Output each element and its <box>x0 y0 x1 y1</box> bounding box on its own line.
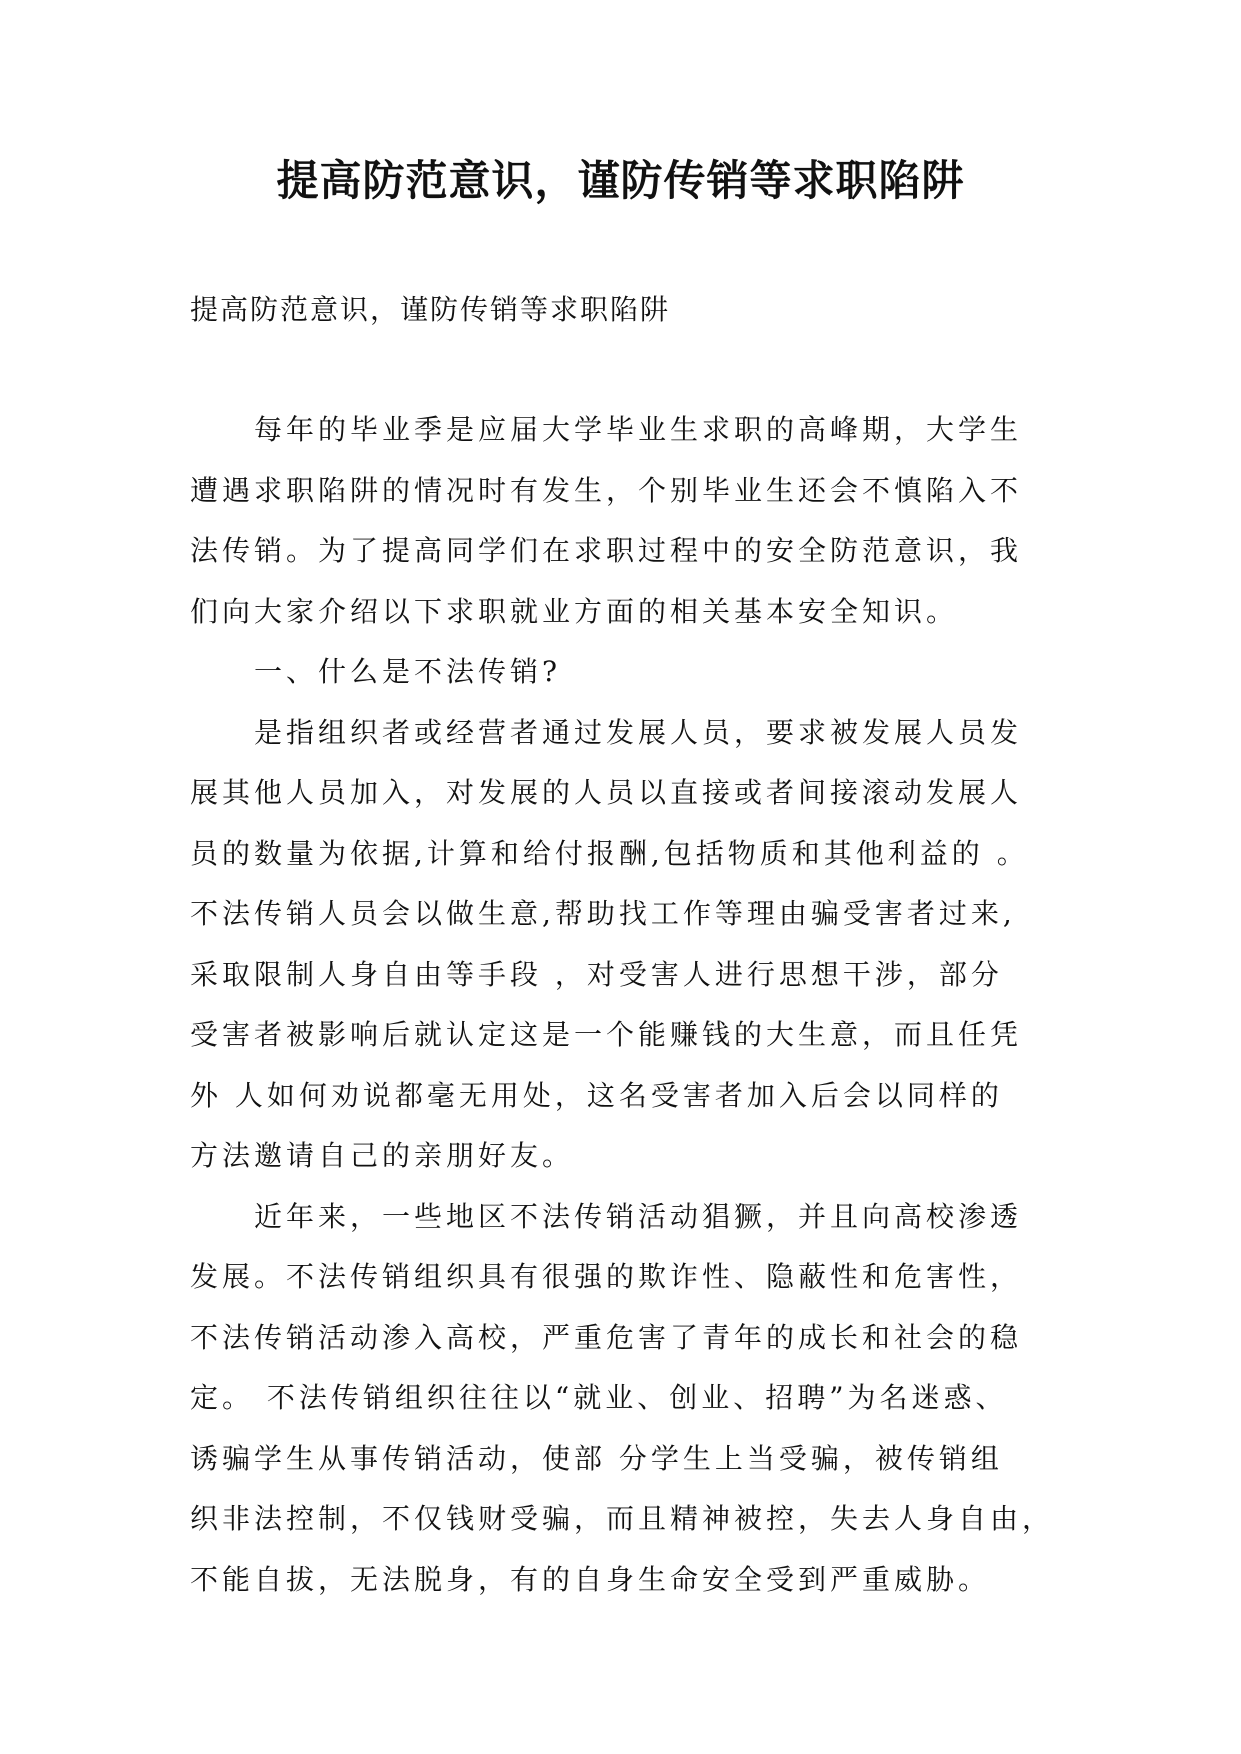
body-line: 外 人如何劝说都毫无用处，这名受害者加入后会以同样的 <box>190 1078 1003 1112</box>
body-line: 们向大家介绍以下求职就业方面的相关基本安全知识。 <box>190 594 959 628</box>
body-line: 员的数量为依据,计算和给付报酬,包括物质和其他利益的 。 <box>190 836 1029 870</box>
body-line: 法传销。为了提高同学们在求职过程中的安全防范意识，我 <box>190 534 1023 567</box>
body-line: 织非法控制，不仅钱财受骗，而且精神被控，失去人身自由， <box>190 1502 1055 1535</box>
body-line: 近年来，一些地区不法传销活动猖獗，并且向高校渗透 <box>190 1199 1023 1233</box>
body-line: 受害者被影响后就认定这是一个能赚钱的大生意，而且任凭 <box>190 1018 1023 1051</box>
document-subtitle: 提高防范意识，谨防传销等求职陷阱 <box>190 293 671 326</box>
body-line: 遭遇求职陷阱的情况时有发生，个别毕业生还会不慎陷入不 <box>190 473 1023 507</box>
body-line: 发展。不法传销组织具有很强的欺诈性、隐蔽性和危害性， <box>190 1260 1023 1293</box>
body-line: 采取限制人身自由等手段 ，对受害人进行思想干涉，部分 <box>190 957 1003 991</box>
body-line: 诱骗学生从事传销活动，使部 分学生上当受骗，被传销组 <box>190 1441 1003 1475</box>
body-line: 是指组织者或经营者通过发展人员，要求被发展人员发 <box>190 715 1023 749</box>
section-heading: 一、什么是不法传销? <box>190 655 562 688</box>
body-line: 不法传销人员会以做生意,帮助找工作等理由骗受害者过来, <box>190 897 1016 930</box>
body-line: 展其他人员加入，对发展的人员以直接或者间接滚动发展人 <box>190 776 1023 809</box>
document-title: 提高防范意识，谨防传销等求职陷阱 <box>276 156 965 205</box>
body-line: 不能自拔，无法脱身，有的自身生命安全受到严重威胁。 <box>190 1562 991 1596</box>
body-line: 不法传销活动渗入高校，严重危害了青年的成长和社会的稳 <box>190 1320 1023 1354</box>
body-line: 每年的毕业季是应届大学毕业生求职的高峰期，大学生 <box>190 413 1023 446</box>
body-line: 方法邀请自己的亲朋好友。 <box>190 1139 575 1172</box>
body-line: 定。 不法传销组织往往以“就业、创业、招聘”为名迷惑、 <box>190 1381 1008 1414</box>
document-body <box>190 410 1055 1620</box>
